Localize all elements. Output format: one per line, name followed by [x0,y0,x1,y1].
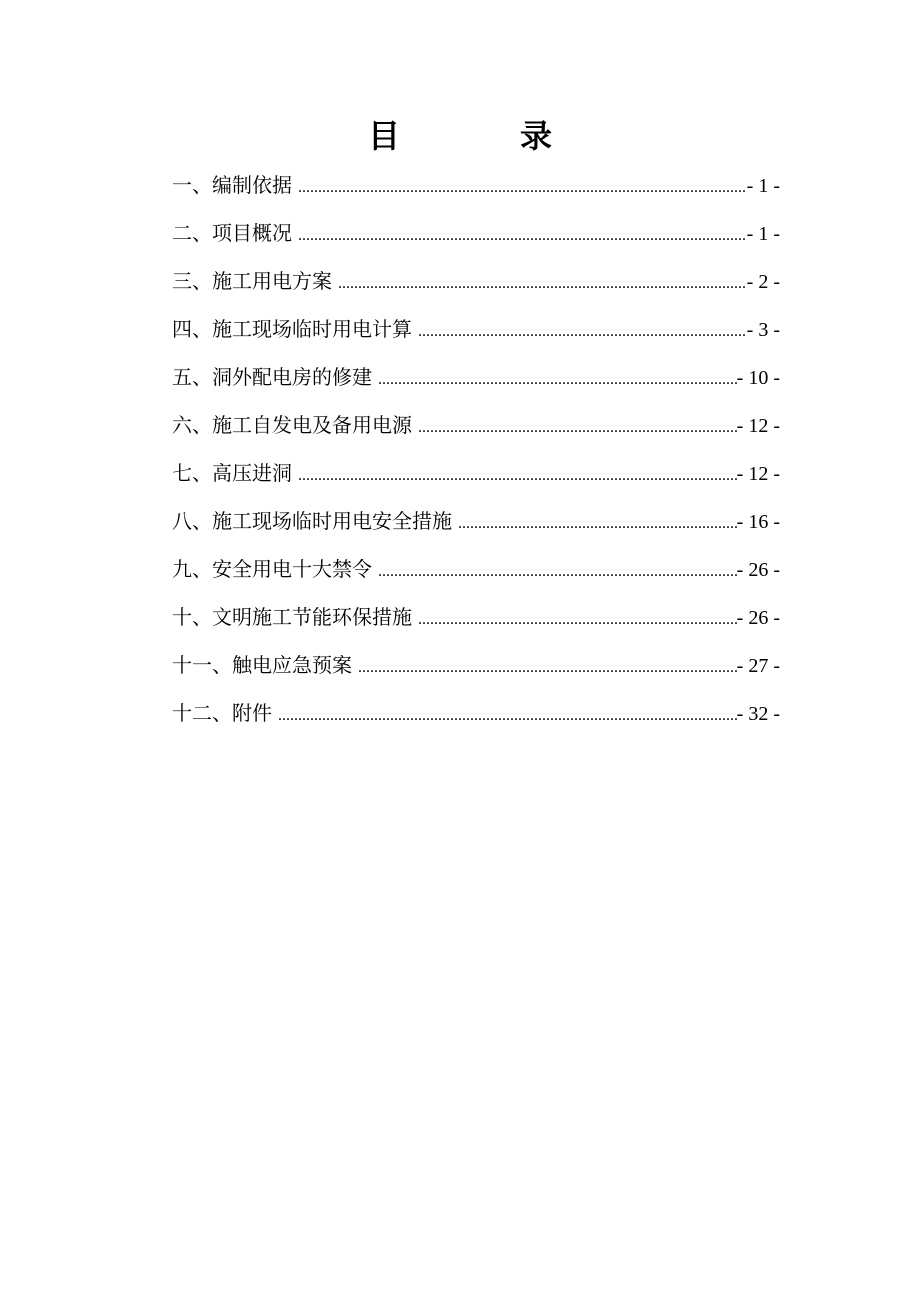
toc-dot-leader [298,461,737,491]
toc-dot-leader [298,221,747,251]
toc-entry-page: - 3 - [746,319,780,341]
toc-entry-label: 一、编制依据 [172,173,292,197]
toc-entry-label: 六、施工自发电及备用电源 [172,413,412,437]
table-of-contents [172,170,780,746]
toc-entry[interactable] [172,218,780,266]
toc-entry-page: - 27 - [736,655,780,677]
toc-entry-label: 二、项目概况 [172,221,292,245]
toc-dot-leader [378,557,737,587]
toc-entry-page: - 1 - [746,223,780,245]
toc-entry-page: - 2 - [746,271,780,293]
toc-dot-leader [278,701,737,731]
toc-entry[interactable] [172,698,780,746]
toc-dot-leader [338,269,747,299]
toc-entry-label: 五、洞外配电房的修建 [172,365,372,389]
toc-entry-page: - 12 - [736,463,780,485]
toc-entry[interactable] [172,170,780,218]
toc-entry[interactable] [172,506,780,554]
toc-entry-label: 四、施工现场临时用电计算 [172,317,412,341]
toc-entry-label: 十、文明施工节能环保措施 [172,605,412,629]
toc-dot-leader [378,365,737,395]
toc-entry-label: 九、安全用电十大禁令 [172,557,372,581]
toc-entry[interactable] [172,314,780,362]
toc-entry[interactable] [172,458,780,506]
toc-entry-label: 八、施工现场临时用电安全措施 [172,509,452,533]
toc-entry[interactable] [172,554,780,602]
toc-entry-page: - 16 - [736,511,780,533]
toc-entry-label: 三、施工用电方案 [172,269,332,293]
toc-dot-leader [298,173,747,203]
toc-entry-label: 七、高压进洞 [172,461,292,485]
toc-dot-leader [418,317,747,347]
toc-title: 目 录 [367,117,596,155]
toc-entry[interactable] [172,410,780,458]
toc-entry-page: - 32 - [736,703,780,725]
toc-dot-leader [358,653,737,683]
toc-entry[interactable] [172,266,780,314]
toc-entry-page: - 10 - [736,367,780,389]
toc-dot-leader [418,605,737,635]
toc-entry-page: - 12 - [736,415,780,437]
toc-entry[interactable] [172,362,780,410]
toc-entry[interactable] [172,650,780,698]
toc-dot-leader [458,509,737,539]
toc-dot-leader [418,413,737,443]
toc-entry[interactable] [172,602,780,650]
toc-entry-label: 十一、触电应急预案 [172,653,352,677]
toc-entry-page: - 26 - [736,607,780,629]
toc-entry-page: - 26 - [736,559,780,581]
toc-entry-label: 十二、附件 [172,701,272,725]
toc-entry-page: - 1 - [746,175,780,197]
